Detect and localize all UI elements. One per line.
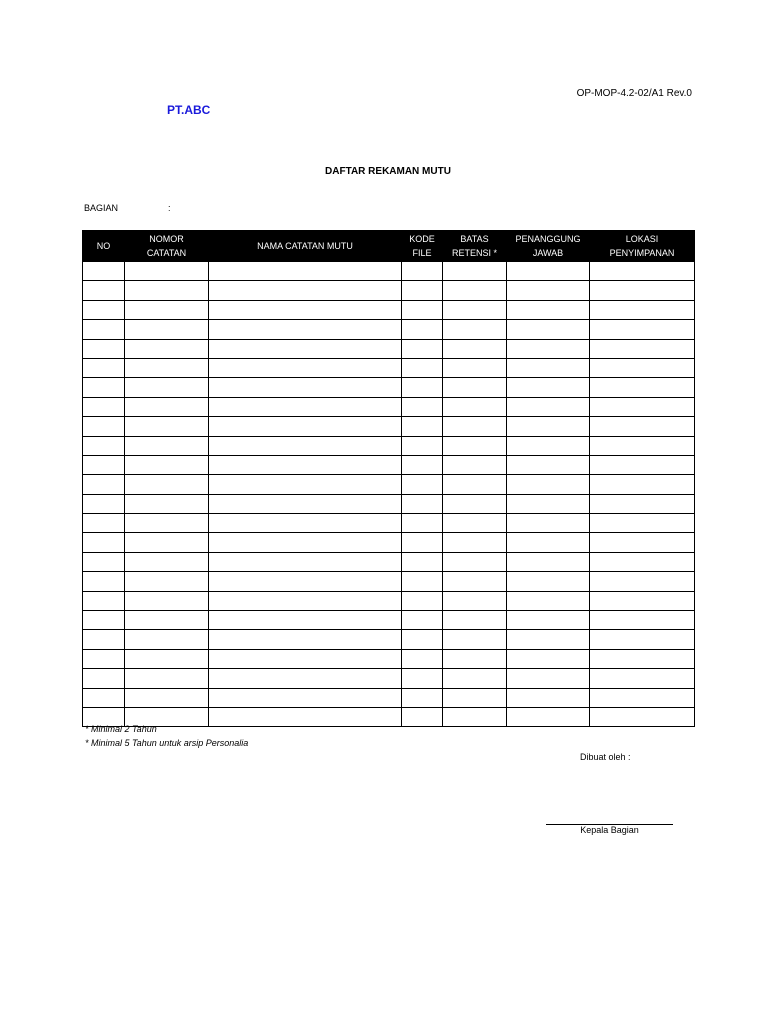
table-cell xyxy=(83,417,125,436)
table-cell xyxy=(125,533,209,552)
table-cell xyxy=(507,494,590,513)
table-row xyxy=(83,688,695,707)
table-cell xyxy=(402,591,443,610)
table-cell xyxy=(209,533,402,552)
header-label: NAMA CATATAN MUTU xyxy=(257,241,353,251)
table-cell xyxy=(125,475,209,494)
table-cell xyxy=(507,378,590,397)
table-row xyxy=(83,417,695,436)
table-cell xyxy=(83,358,125,377)
table-cell xyxy=(402,514,443,533)
col-record-name-header xyxy=(209,231,402,262)
table-cell xyxy=(443,649,507,668)
table-cell xyxy=(590,358,695,377)
table-cell xyxy=(590,552,695,571)
table-cell xyxy=(83,262,125,281)
table-row xyxy=(83,455,695,474)
table-cell xyxy=(590,611,695,630)
table-cell xyxy=(209,552,402,571)
table-cell xyxy=(507,300,590,319)
department-label: BAGIAN xyxy=(84,203,119,213)
table-row xyxy=(83,552,695,571)
table-cell xyxy=(402,417,443,436)
table-cell xyxy=(590,320,695,339)
table-row xyxy=(83,533,695,552)
table-row xyxy=(83,320,695,339)
table-cell xyxy=(507,611,590,630)
table-cell xyxy=(125,649,209,668)
header-label: NO xyxy=(96,241,111,251)
table-cell xyxy=(83,688,125,707)
table-cell xyxy=(443,669,507,688)
table-cell xyxy=(209,611,402,630)
table-cell xyxy=(402,281,443,300)
table-cell xyxy=(402,475,443,494)
table-cell xyxy=(209,455,402,474)
document-reference: OP-MOP-4.2-02/A1 Rev.0 xyxy=(576,88,692,99)
table-cell xyxy=(125,514,209,533)
col-storage-location-header xyxy=(590,231,695,262)
table-cell xyxy=(209,688,402,707)
table-cell xyxy=(83,339,125,358)
table-cell xyxy=(209,514,402,533)
table-cell xyxy=(83,494,125,513)
table-cell xyxy=(590,688,695,707)
table-cell xyxy=(590,649,695,668)
table-cell xyxy=(443,262,507,281)
table-cell xyxy=(402,358,443,377)
table-cell xyxy=(507,397,590,416)
table-cell xyxy=(507,688,590,707)
table-cell xyxy=(402,572,443,591)
table-cell xyxy=(590,262,695,281)
table-cell xyxy=(443,552,507,571)
table-cell xyxy=(590,514,695,533)
table-cell xyxy=(590,397,695,416)
table-cell xyxy=(507,339,590,358)
table-cell xyxy=(402,262,443,281)
col-file-code-header xyxy=(402,231,443,262)
table-cell xyxy=(83,436,125,455)
table-cell xyxy=(125,611,209,630)
table-cell xyxy=(125,281,209,300)
table-cell xyxy=(443,611,507,630)
table-cell xyxy=(443,591,507,610)
table-cell xyxy=(125,397,209,416)
table-row xyxy=(83,649,695,668)
header-row xyxy=(83,231,695,262)
table-row xyxy=(83,591,695,610)
table-cell xyxy=(83,320,125,339)
table-cell xyxy=(83,552,125,571)
table-cell xyxy=(590,281,695,300)
table-cell xyxy=(83,533,125,552)
table-cell xyxy=(402,494,443,513)
table-body xyxy=(83,262,695,727)
table-cell xyxy=(209,436,402,455)
table-cell xyxy=(590,494,695,513)
header-label: RETENSI * xyxy=(451,248,497,258)
col-record-number-header xyxy=(125,231,209,262)
table-cell xyxy=(83,630,125,649)
header-label: LOKASI xyxy=(625,234,659,244)
table-cell xyxy=(507,455,590,474)
table-cell xyxy=(443,688,507,707)
table-cell xyxy=(125,300,209,319)
table-cell xyxy=(590,591,695,610)
table-cell xyxy=(125,688,209,707)
document-title: DAFTAR REKAMAN MUTU xyxy=(325,166,451,177)
table-cell xyxy=(209,300,402,319)
table-cell xyxy=(443,455,507,474)
table-row xyxy=(83,514,695,533)
table-cell xyxy=(209,494,402,513)
table-cell xyxy=(125,358,209,377)
table-row xyxy=(83,358,695,377)
table-cell xyxy=(590,707,695,726)
table-cell xyxy=(125,436,209,455)
table-row xyxy=(83,262,695,281)
col-no-header xyxy=(83,231,125,262)
table-header xyxy=(83,231,695,262)
table-cell xyxy=(83,455,125,474)
table-cell xyxy=(507,630,590,649)
table-cell xyxy=(402,339,443,358)
table-cell xyxy=(83,281,125,300)
table-cell xyxy=(209,572,402,591)
table-row xyxy=(83,339,695,358)
table-cell xyxy=(590,339,695,358)
table-cell xyxy=(590,669,695,688)
table-cell xyxy=(209,339,402,358)
table-cell xyxy=(125,262,209,281)
header-label: FILE xyxy=(412,248,432,258)
table-cell xyxy=(590,417,695,436)
table-cell xyxy=(125,320,209,339)
table-cell xyxy=(443,417,507,436)
table-row xyxy=(83,611,695,630)
table-cell xyxy=(125,417,209,436)
table-row xyxy=(83,436,695,455)
table-cell xyxy=(443,533,507,552)
table-cell xyxy=(443,300,507,319)
table-cell xyxy=(590,475,695,494)
header-label: PENANGGUNG xyxy=(515,234,581,244)
table-cell xyxy=(209,649,402,668)
table-cell xyxy=(507,514,590,533)
table-cell xyxy=(443,281,507,300)
table-cell xyxy=(209,707,402,726)
table-cell xyxy=(402,397,443,416)
table-cell xyxy=(590,630,695,649)
col-responsible-header xyxy=(507,231,590,262)
header-label: PENYIMPANAN xyxy=(609,248,675,258)
table-cell xyxy=(507,669,590,688)
table-cell xyxy=(83,611,125,630)
table-cell xyxy=(507,707,590,726)
col-retention-header xyxy=(443,231,507,262)
table-cell xyxy=(507,591,590,610)
table-cell xyxy=(507,572,590,591)
table-row xyxy=(83,630,695,649)
table-cell xyxy=(83,475,125,494)
table-cell xyxy=(443,436,507,455)
table-cell xyxy=(209,397,402,416)
table-cell xyxy=(209,281,402,300)
table-cell xyxy=(125,630,209,649)
table-cell xyxy=(125,572,209,591)
retention-note-general: * Minimal 2 Tahun xyxy=(85,724,157,734)
table-cell xyxy=(402,455,443,474)
table-cell xyxy=(125,339,209,358)
table-cell xyxy=(507,358,590,377)
table-cell xyxy=(209,417,402,436)
table-row xyxy=(83,707,695,726)
table-cell xyxy=(83,669,125,688)
table-cell xyxy=(83,378,125,397)
table-cell xyxy=(590,378,695,397)
table-cell xyxy=(209,262,402,281)
table-cell xyxy=(209,320,402,339)
table-cell xyxy=(443,475,507,494)
table-cell xyxy=(443,358,507,377)
table-cell xyxy=(443,397,507,416)
table-cell xyxy=(125,591,209,610)
table-cell xyxy=(443,707,507,726)
table-cell xyxy=(507,320,590,339)
table-cell xyxy=(402,649,443,668)
table-cell xyxy=(443,514,507,533)
table-cell xyxy=(125,669,209,688)
table-row xyxy=(83,669,695,688)
table-cell xyxy=(83,514,125,533)
table-row xyxy=(83,494,695,513)
table-cell xyxy=(402,669,443,688)
table-cell xyxy=(443,572,507,591)
signatory-title: Kepala Bagian xyxy=(580,825,639,835)
table-cell xyxy=(402,320,443,339)
header-label: BATAS xyxy=(460,234,489,244)
table-cell xyxy=(402,707,443,726)
table-cell xyxy=(590,436,695,455)
table-cell xyxy=(209,378,402,397)
header-label: NOMOR xyxy=(149,234,184,244)
table-cell xyxy=(83,300,125,319)
table-cell xyxy=(402,436,443,455)
table-cell xyxy=(83,572,125,591)
table-cell xyxy=(507,262,590,281)
table-cell xyxy=(83,397,125,416)
table-cell xyxy=(507,475,590,494)
table-cell xyxy=(209,475,402,494)
table-cell xyxy=(443,378,507,397)
table-cell xyxy=(443,494,507,513)
table-cell xyxy=(443,339,507,358)
table-cell xyxy=(507,417,590,436)
header-label: JAWAB xyxy=(532,248,564,258)
table-cell xyxy=(402,378,443,397)
table-cell xyxy=(209,591,402,610)
table-cell xyxy=(125,455,209,474)
table-cell xyxy=(402,611,443,630)
header-label: KODE xyxy=(409,234,435,244)
table-cell xyxy=(209,630,402,649)
table-cell xyxy=(507,649,590,668)
table-cell xyxy=(83,591,125,610)
table-cell xyxy=(507,281,590,300)
table-row xyxy=(83,378,695,397)
table-cell xyxy=(590,455,695,474)
table-row xyxy=(83,300,695,319)
table-cell xyxy=(443,320,507,339)
table-cell xyxy=(125,378,209,397)
table-cell xyxy=(125,494,209,513)
department-colon: : xyxy=(168,203,171,213)
table-cell xyxy=(507,533,590,552)
header-label: CATATAN xyxy=(146,248,187,258)
table-cell xyxy=(507,436,590,455)
table-cell xyxy=(209,358,402,377)
table-cell xyxy=(590,533,695,552)
retention-note-personnel: * Minimal 5 Tahun untuk arsip Personalia xyxy=(85,738,249,748)
table-cell xyxy=(125,552,209,571)
table-cell xyxy=(507,552,590,571)
table-cell xyxy=(590,572,695,591)
table-cell xyxy=(590,300,695,319)
prepared-by-label: Dibuat oleh : xyxy=(580,752,631,762)
table-cell xyxy=(402,552,443,571)
company-name: PT.ABC xyxy=(167,103,211,117)
table-cell xyxy=(83,649,125,668)
table-row xyxy=(83,397,695,416)
table-row xyxy=(83,281,695,300)
table-row xyxy=(83,572,695,591)
records-table xyxy=(82,230,695,727)
table-cell xyxy=(402,630,443,649)
table-cell xyxy=(402,688,443,707)
table-cell xyxy=(209,669,402,688)
table-cell xyxy=(443,630,507,649)
table-row xyxy=(83,475,695,494)
table-cell xyxy=(402,300,443,319)
table-cell xyxy=(402,533,443,552)
